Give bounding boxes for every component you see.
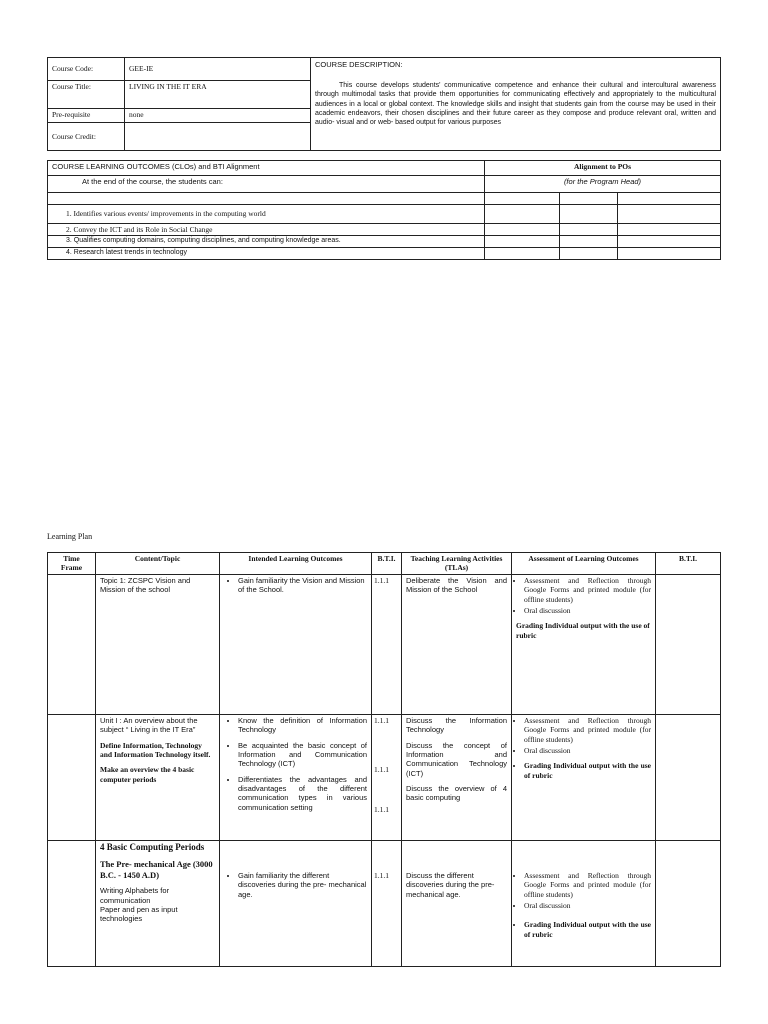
assessment-item: • Grading Individual output with the use of rubric <box>524 920 651 939</box>
po-cell <box>618 193 721 205</box>
assessment-item: • Assessment and Reflection through Google Forms and printed module (for offline students) <box>524 871 651 899</box>
tla-item: Discuss the overview of 4 basic computing <box>406 784 507 803</box>
content-item: Define Information, Technology and Information Technology itself. <box>100 740 211 759</box>
header-tla: Teaching Learning Activities (TLAs) <box>402 553 512 575</box>
assessment-item: • Assessment and Reflection through Google Forms and printed module (for offline students) <box>524 716 651 744</box>
tla-cell <box>402 840 512 966</box>
po-cell <box>560 236 618 248</box>
assessment-item: • Oral discussion <box>524 746 651 755</box>
time-frame-cell <box>48 574 96 714</box>
po-cell <box>560 248 618 260</box>
po-cell <box>485 193 560 205</box>
tla-item: Discuss the concept of Information and Communication Technology (ICT) <box>406 740 507 778</box>
time-frame-cell <box>48 840 96 966</box>
clo-spacer <box>48 193 485 205</box>
tla-item: Deliberate the Vision and Mission of the School <box>406 575 507 595</box>
bti-value: 1.1.1 <box>374 870 389 880</box>
content-cell <box>96 574 220 714</box>
po-cell <box>618 248 721 260</box>
bti-cell-2 <box>656 840 721 966</box>
bti-value: 1.1.1 <box>374 765 389 775</box>
tla-cell <box>402 574 512 714</box>
tla-item: Discuss the Information Technology <box>406 715 507 735</box>
bti-cell-2 <box>656 714 721 840</box>
bti-cell <box>372 840 402 966</box>
ilo-cell <box>220 574 372 714</box>
course-description-text: This course develops students' communicative competence and enhance their cultural and intercultural awareness through multimodal tasks that provide them opportunities for communicating effectively and appropriately to the multicultural audiences in a local or global context. The knowledge skills and insight that students gain from the course may be used in their academic endeavors, their chosen disciplines and their future career as they compose and produce relevant oral, written and audio- visual and or web- based output for various purposes <box>315 82 716 126</box>
assessment-item: • Assessment and Reflection through Google Forms and printed module (for offline students) <box>524 576 651 604</box>
clo-heading: COURSE LEARNING OUTCOMES (CLOs) and BTI Alignment <box>48 161 485 176</box>
table-row <box>48 714 721 840</box>
po-cell <box>485 236 560 248</box>
assessment-cell <box>512 574 656 714</box>
assessment-item: • Grading Individual output with the use of rubric <box>524 761 651 780</box>
course-description-heading: COURSE DESCRIPTION: <box>315 60 403 69</box>
learning-plan-table <box>47 552 721 967</box>
content-line: Paper and pen as input technologies <box>100 905 178 924</box>
po-cell <box>560 193 618 205</box>
clo-intro: At the end of the course, the students can: <box>48 176 485 193</box>
ilo-cell <box>220 840 372 966</box>
bti-value: 1.1.1 <box>374 804 389 814</box>
content-cell <box>96 840 220 966</box>
ilo-item: • Gain familiarity the Vision and Mission of the School. <box>238 576 367 595</box>
header-assessment: Assessment of Learning Outcomes <box>512 553 656 575</box>
clo-item: 4. Research latest trends in technology <box>48 248 485 260</box>
course-info-table <box>47 57 721 151</box>
content-line: Writing Alphabets for communication <box>100 886 170 905</box>
assessment-note: Grading Individual output with the use of rubric <box>516 621 650 640</box>
ilo-item: • Know the definition of Information Technology <box>238 716 367 735</box>
assessment-item: • Oral discussion <box>524 901 651 910</box>
course-title-value: LIVING IN THE IT ERA <box>125 80 311 108</box>
content-heading: 4 Basic Computing Periods <box>100 841 205 852</box>
assessment-cell <box>512 714 656 840</box>
po-cell <box>618 224 721 236</box>
ilo-item: • Be acquainted the basic concept of Information and Communication Technology (ICT) <box>238 741 367 769</box>
clo-item: 2. Convey the ICT and its Role in Social Change <box>48 224 485 236</box>
clo-item: 1. Identifies various events/ improvements in the computing world <box>48 205 485 224</box>
course-code-value: GEE-IE <box>125 58 311 81</box>
ilo-cell <box>220 714 372 840</box>
header-time-frame: Time Frame <box>48 553 96 575</box>
header-bti: B.T.I. <box>372 553 402 575</box>
content-cell <box>96 714 220 840</box>
tla-item: Discuss the different discoveries during the pre- mechanical age. <box>406 870 495 899</box>
po-cell <box>618 236 721 248</box>
assessment-cell <box>512 840 656 966</box>
bti-value: 1.1.1 <box>374 715 389 725</box>
course-description-cell <box>311 58 721 151</box>
bti-cell-2 <box>656 574 721 714</box>
unit-title: Unit I : An overview about the subject “ Living in the IT Era” <box>100 715 198 735</box>
table-row <box>48 840 721 966</box>
bti-value: 1.1.1 <box>374 575 389 585</box>
table-row <box>48 574 721 714</box>
learning-plan-label: Learning Plan <box>47 532 93 541</box>
po-cell <box>560 205 618 224</box>
po-cell <box>618 205 721 224</box>
clo-item: 3. Qualifies computing domains, computing disciplines, and computing knowledge areas. <box>48 236 485 248</box>
prerequisite-value: none <box>125 108 311 122</box>
ilo-item: • Gain familiarity the different discoveries during the pre- mechanical age. <box>238 871 367 899</box>
po-alignment-subheading: (for the Program Head) <box>485 176 721 193</box>
tla-cell <box>402 714 512 840</box>
po-cell <box>485 224 560 236</box>
bti-cell <box>372 574 402 714</box>
assessment-item: • Oral discussion <box>524 606 651 615</box>
header-content-topic: Content/Topic <box>96 553 220 575</box>
course-credit-label: Course Credit: <box>48 123 125 151</box>
ilo-item: • Differentiates the advantages and disadvantages of the different communication types in various communication setting <box>238 775 367 813</box>
clo-table <box>47 160 721 260</box>
po-cell <box>485 205 560 224</box>
course-credit-value <box>125 123 311 151</box>
course-code-label: Course Code: <box>48 58 125 81</box>
time-frame-cell <box>48 714 96 840</box>
course-title-label: Course Title: <box>48 80 125 108</box>
bti-cell <box>372 714 402 840</box>
content-subheading: The Pre- mechanical Age (3000 B.C. - 1450 A.D) <box>100 859 213 880</box>
po-cell <box>560 224 618 236</box>
header-ilo: Intended Learning Outcomes <box>220 553 372 575</box>
topic-text: Topic 1: ZCSPC Vision and Mission of the school <box>100 575 191 595</box>
header-bti-2: B.T.I. <box>656 553 721 575</box>
po-cell <box>485 248 560 260</box>
content-item: Make an overview the 4 basic computer periods <box>100 765 195 784</box>
po-alignment-heading: Alignment to POs <box>485 161 721 176</box>
prerequisite-label: Pre-requisite <box>48 108 125 122</box>
